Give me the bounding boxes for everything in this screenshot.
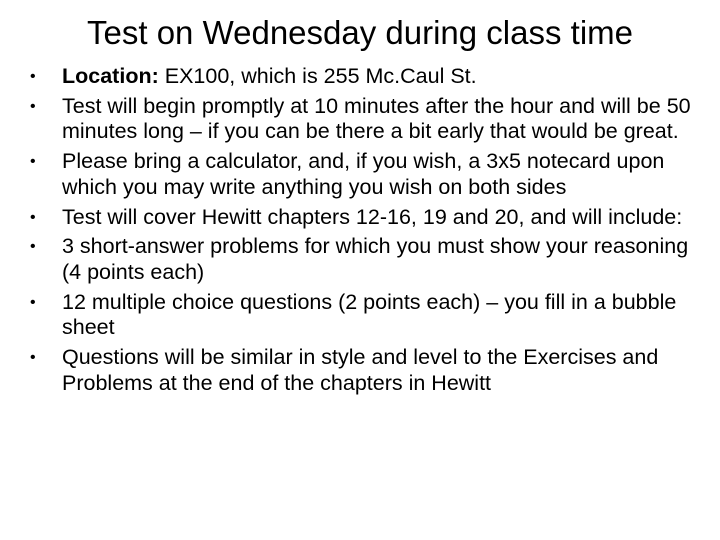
location-text: EX100, which is 255 Mc.Caul St. bbox=[158, 64, 477, 88]
bullet-dot-icon: • bbox=[30, 293, 36, 311]
bullet-dot-icon: • bbox=[30, 97, 36, 115]
bullet-text: 3 short-answer problems for which you must show your reasoning (4 points each) bbox=[62, 234, 689, 284]
bullet-dot-icon: • bbox=[30, 349, 36, 367]
bullet-text: Questions will be similar in style and level to the Exercises and Problems at the end of the chapters in Hewitt bbox=[62, 345, 659, 395]
bullet-coverage bbox=[30, 205, 700, 231]
bullet-calculator bbox=[30, 149, 700, 200]
bullet-start-time bbox=[30, 94, 700, 145]
bullet-question-style bbox=[30, 345, 700, 396]
bullet-text: 12 multiple choice questions (2 points each) – you fill in a bubble sheet bbox=[62, 289, 677, 340]
bullet-text: Test will begin promptly at 10 minutes after the hour and will be 50 minutes long – if you can be there a bit early that would be great. bbox=[62, 93, 691, 144]
bullet-dot-icon: • bbox=[30, 68, 36, 85]
bullet-dot-icon: • bbox=[30, 153, 36, 171]
bullet-dot-icon: • bbox=[30, 208, 36, 226]
bullet-dot-icon: • bbox=[30, 238, 36, 256]
slide-title: Test on Wednesday during class time bbox=[87, 14, 633, 51]
location-label: Location: bbox=[62, 64, 159, 88]
bullet-list bbox=[30, 64, 700, 400]
bullet-short-answer bbox=[30, 234, 700, 285]
bullet-text: Please bring a calculator, and, if you wish, a 3x5 notecard upon which you may write anything you wish on both sides bbox=[62, 149, 665, 199]
bullet-multiple-choice bbox=[30, 290, 700, 341]
bullet-text: Test will cover Hewitt chapters 12-16, 19 and 20, and will include: bbox=[62, 204, 683, 229]
bullet-location bbox=[30, 64, 700, 90]
